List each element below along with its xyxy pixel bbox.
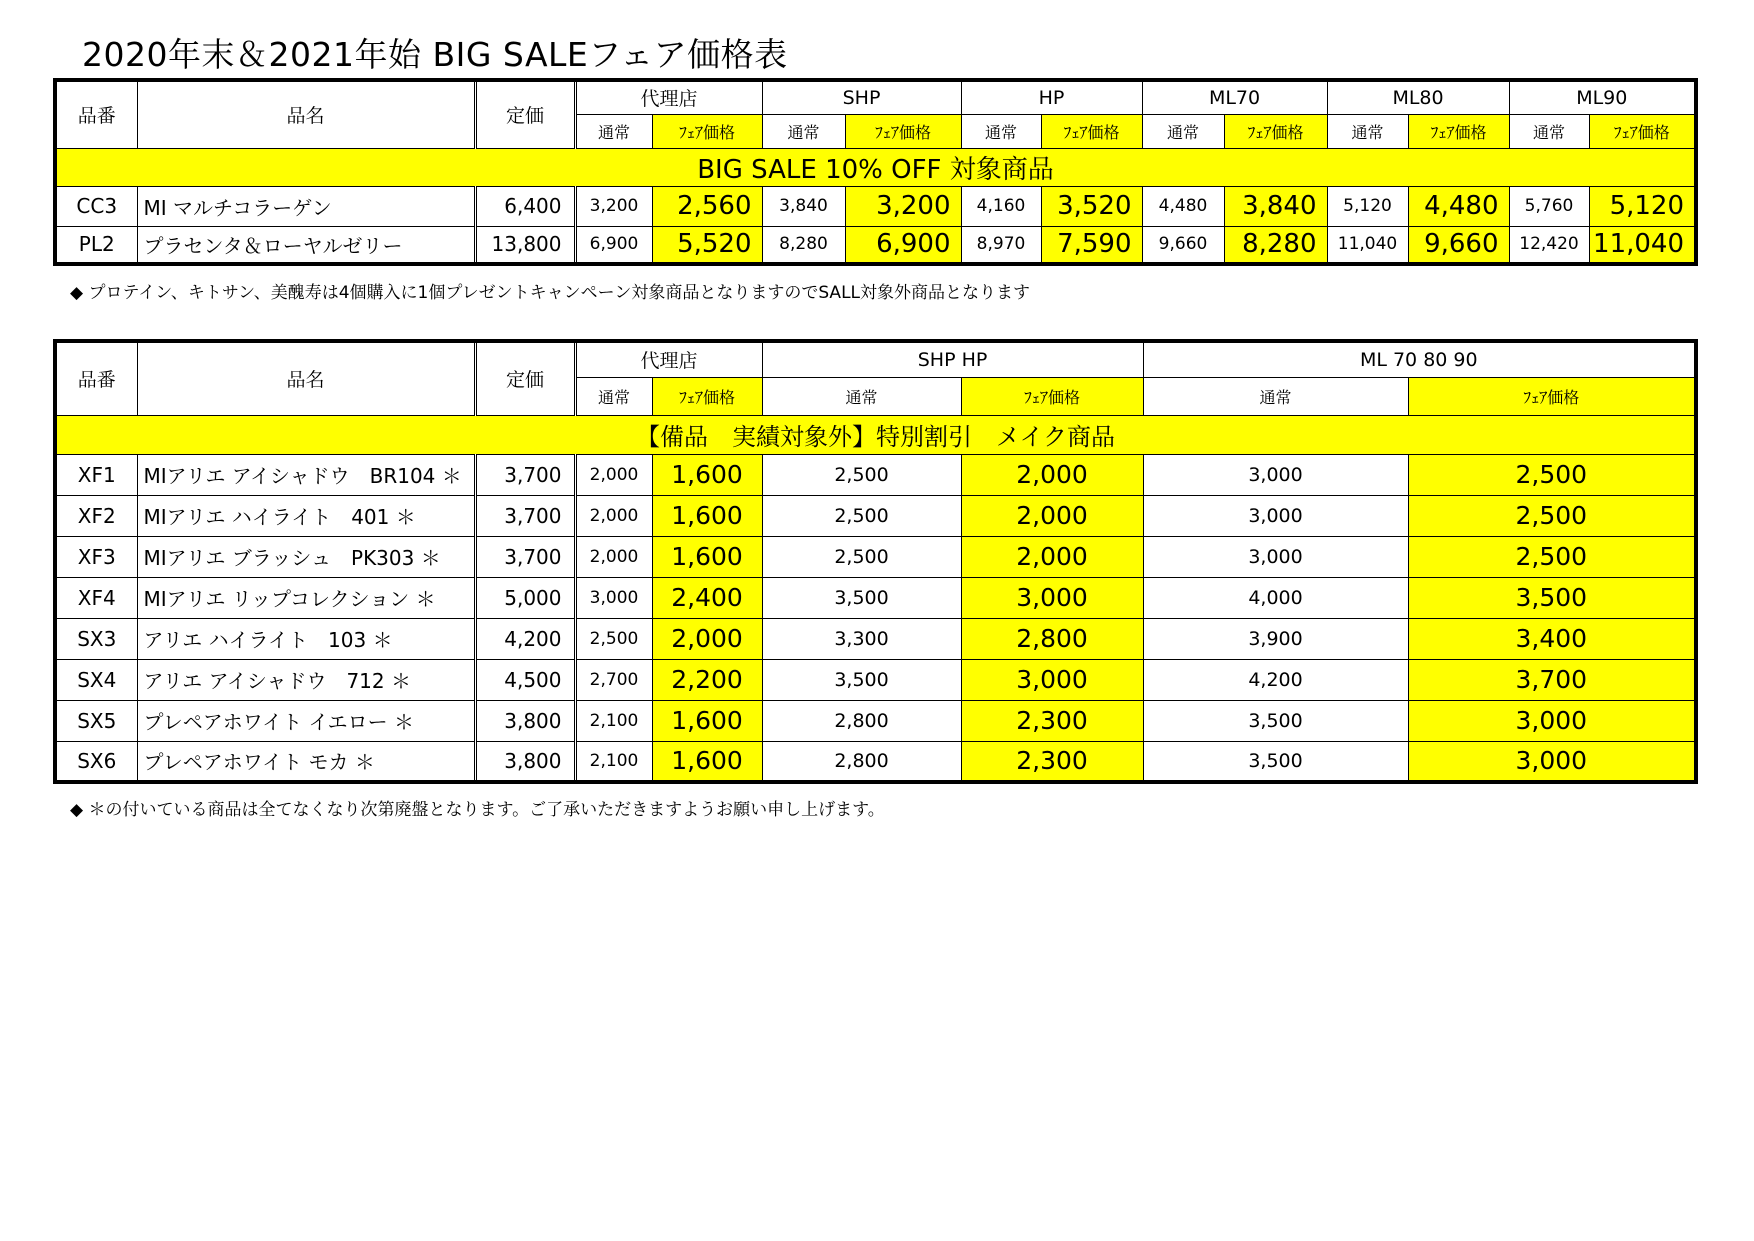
normal-price: 2,500 [762, 536, 961, 577]
fair-price: 5,120 [1589, 186, 1696, 226]
subheader-fair: ﾌｪｱ価格 [1224, 114, 1327, 148]
subheader-normal: 通常 [1142, 114, 1224, 148]
header-list-price: 定価 [475, 341, 575, 415]
page-title: 2020年末＆2021年始 BIG SALEフェア価格表 [82, 35, 788, 74]
fair-price: 3,700 [1408, 659, 1696, 700]
tier-header: SHP HP [762, 341, 1143, 377]
fair-price: 1,600 [652, 495, 762, 536]
table-row [55, 659, 1696, 700]
fair-price: 2,000 [961, 536, 1143, 577]
section-band: 【備品 実績対象外】特別割引 メイク商品 [55, 415, 1696, 454]
fair-price: 2,000 [652, 618, 762, 659]
table-row [55, 186, 1696, 226]
subheader-fair: ﾌｪｱ価格 [1041, 114, 1142, 148]
fair-price: 2,300 [961, 700, 1143, 741]
fair-price: 2,560 [652, 186, 762, 226]
fair-price: 1,600 [652, 741, 762, 782]
fair-price: 2,400 [652, 577, 762, 618]
tier-header: ML80 [1327, 80, 1509, 114]
item-code: XF3 [55, 536, 137, 577]
normal-price: 2,000 [575, 495, 652, 536]
item-list-price: 3,700 [475, 454, 575, 495]
table-row [55, 226, 1696, 264]
tier-header: 代理店 [575, 80, 762, 114]
section-band: BIG SALE 10% OFF 対象商品 [55, 148, 1696, 186]
subheader-fair: ﾌｪｱ価格 [652, 114, 762, 148]
header-code: 品番 [55, 341, 137, 415]
header-name: 品名 [137, 341, 475, 415]
normal-price: 2,100 [575, 741, 652, 782]
normal-price: 3,500 [1143, 741, 1408, 782]
normal-price: 5,120 [1327, 186, 1408, 226]
normal-price: 2,500 [575, 618, 652, 659]
campaign-note: ◆ プロテイン、キトサン、美醜寿は4個購入に1個プレゼントキャンペーン対象商品となりますのでSALL対象外商品となります [70, 283, 1031, 303]
table-row [55, 536, 1696, 577]
normal-price: 4,160 [961, 186, 1041, 226]
item-name: アリエ アイシャドウ 712 ＊ [137, 659, 475, 700]
header-list-price: 定価 [475, 80, 575, 148]
fair-price: 2,500 [1408, 536, 1696, 577]
tier-header: HP [961, 80, 1142, 114]
fair-price: 2,200 [652, 659, 762, 700]
table-row [55, 577, 1696, 618]
fair-price: 3,000 [1408, 741, 1696, 782]
fair-price: 3,000 [1408, 700, 1696, 741]
normal-price: 2,800 [762, 741, 961, 782]
table-row [55, 700, 1696, 741]
fair-price: 1,600 [652, 536, 762, 577]
tier-header: SHP [762, 80, 961, 114]
normal-price: 2,500 [762, 495, 961, 536]
item-name: プラセンタ＆ローヤルゼリー [137, 226, 475, 264]
item-list-price: 3,800 [475, 741, 575, 782]
fair-price: 8,280 [1224, 226, 1327, 264]
normal-price: 4,480 [1142, 186, 1224, 226]
fair-price: 3,200 [845, 186, 961, 226]
item-list-price: 4,500 [475, 659, 575, 700]
item-list-price: 13,800 [475, 226, 575, 264]
subheader-normal: 通常 [762, 114, 845, 148]
fair-price: 2,000 [961, 454, 1143, 495]
tier-header: 代理店 [575, 341, 762, 377]
item-list-price: 3,700 [475, 495, 575, 536]
discontinued-note: ◆ ＊の付いている商品は全てなくなり次第廃盤となります。ご了承いただきますようお願い申し上げます。 [70, 800, 885, 820]
fair-price: 3,520 [1041, 186, 1142, 226]
item-name: プレペアホワイト モカ ＊ [137, 741, 475, 782]
fair-price: 3,840 [1224, 186, 1327, 226]
normal-price: 3,840 [762, 186, 845, 226]
subheader-normal: 通常 [575, 114, 652, 148]
normal-price: 2,000 [575, 454, 652, 495]
price-table-makeup [53, 339, 1698, 784]
fair-price: 6,900 [845, 226, 961, 264]
fair-price: 2,000 [961, 495, 1143, 536]
item-name: アリエ ハイライト 103 ＊ [137, 618, 475, 659]
normal-price: 3,000 [1143, 536, 1408, 577]
normal-price: 2,800 [762, 700, 961, 741]
fair-price: 4,480 [1408, 186, 1509, 226]
item-code: SX3 [55, 618, 137, 659]
tier-header: ML 70 80 90 [1143, 341, 1696, 377]
item-list-price: 3,800 [475, 700, 575, 741]
fair-price: 2,500 [1408, 495, 1696, 536]
normal-price: 3,500 [762, 659, 961, 700]
item-name: MIアリエ リップコレクション ＊ [137, 577, 475, 618]
normal-price: 11,040 [1327, 226, 1408, 264]
item-code: XF4 [55, 577, 137, 618]
item-name: プレペアホワイト イエロー ＊ [137, 700, 475, 741]
subheader-fair: ﾌｪｱ価格 [1408, 377, 1696, 415]
item-list-price: 4,200 [475, 618, 575, 659]
fair-price: 3,000 [961, 659, 1143, 700]
normal-price: 12,420 [1509, 226, 1589, 264]
header-code: 品番 [55, 80, 137, 148]
item-list-price: 5,000 [475, 577, 575, 618]
normal-price: 6,900 [575, 226, 652, 264]
subheader-fair: ﾌｪｱ価格 [961, 377, 1143, 415]
normal-price: 3,200 [575, 186, 652, 226]
item-name: MIアリエ ハイライト 401 ＊ [137, 495, 475, 536]
tier-header: ML90 [1509, 80, 1696, 114]
item-name: MIアリエ ブラッシュ PK303 ＊ [137, 536, 475, 577]
subheader-normal: 通常 [762, 377, 961, 415]
item-list-price: 3,700 [475, 536, 575, 577]
fair-price: 3,400 [1408, 618, 1696, 659]
fair-price: 2,300 [961, 741, 1143, 782]
price-table-big-sale [53, 78, 1698, 266]
subheader-fair: ﾌｪｱ価格 [845, 114, 961, 148]
normal-price: 8,280 [762, 226, 845, 264]
item-name: MIアリエ アイシャドウ BR104 ＊ [137, 454, 475, 495]
normal-price: 2,500 [762, 454, 961, 495]
subheader-normal: 通常 [1327, 114, 1408, 148]
table-row [55, 618, 1696, 659]
tier-header: ML70 [1142, 80, 1327, 114]
item-name: MI マルチコラーゲン [137, 186, 475, 226]
normal-price: 4,200 [1143, 659, 1408, 700]
table-row [55, 454, 1696, 495]
fair-price: 3,500 [1408, 577, 1696, 618]
table-row [55, 495, 1696, 536]
normal-price: 3,300 [762, 618, 961, 659]
normal-price: 2,100 [575, 700, 652, 741]
item-code: XF2 [55, 495, 137, 536]
normal-price: 9,660 [1142, 226, 1224, 264]
header-name: 品名 [137, 80, 475, 148]
normal-price: 2,000 [575, 536, 652, 577]
subheader-normal: 通常 [1143, 377, 1408, 415]
normal-price: 4,000 [1143, 577, 1408, 618]
fair-price: 3,000 [961, 577, 1143, 618]
fair-price: 1,600 [652, 454, 762, 495]
fair-price: 7,590 [1041, 226, 1142, 264]
normal-price: 3,500 [1143, 700, 1408, 741]
item-list-price: 6,400 [475, 186, 575, 226]
item-code: CC3 [55, 186, 137, 226]
fair-price: 9,660 [1408, 226, 1509, 264]
normal-price: 3,000 [1143, 454, 1408, 495]
normal-price: 3,000 [1143, 495, 1408, 536]
normal-price: 3,900 [1143, 618, 1408, 659]
normal-price: 5,760 [1509, 186, 1589, 226]
fair-price: 11,040 [1589, 226, 1696, 264]
subheader-fair: ﾌｪｱ価格 [1589, 114, 1696, 148]
fair-price: 2,500 [1408, 454, 1696, 495]
item-code: XF1 [55, 454, 137, 495]
table-row [55, 741, 1696, 782]
subheader-fair: ﾌｪｱ価格 [1408, 114, 1509, 148]
fair-price: 5,520 [652, 226, 762, 264]
normal-price: 3,500 [762, 577, 961, 618]
fair-price: 1,600 [652, 700, 762, 741]
item-code: SX6 [55, 741, 137, 782]
subheader-normal: 通常 [961, 114, 1041, 148]
normal-price: 3,000 [575, 577, 652, 618]
item-code: PL2 [55, 226, 137, 264]
fair-price: 2,800 [961, 618, 1143, 659]
subheader-normal: 通常 [1509, 114, 1589, 148]
item-code: SX4 [55, 659, 137, 700]
subheader-fair: ﾌｪｱ価格 [652, 377, 762, 415]
item-code: SX5 [55, 700, 137, 741]
normal-price: 8,970 [961, 226, 1041, 264]
subheader-normal: 通常 [575, 377, 652, 415]
normal-price: 2,700 [575, 659, 652, 700]
